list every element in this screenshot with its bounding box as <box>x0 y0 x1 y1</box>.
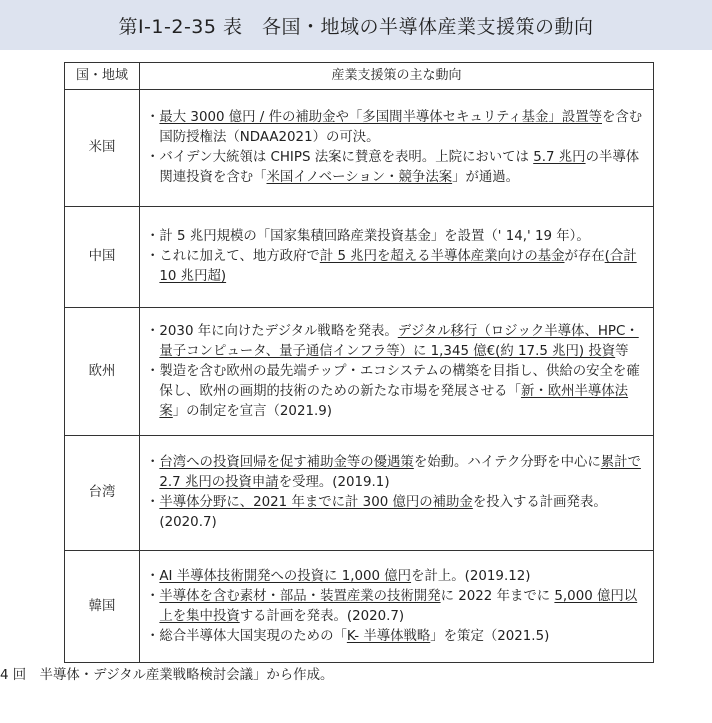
region-cell: 欧州 <box>65 308 140 436</box>
underlined-segment: デジタル移行（ロジック半導体、HPC・量子コンピュータ、量子通信インフラ等）に 1,345 億€(約 17.5 兆円) 投資 <box>159 323 639 359</box>
bullet-item <box>146 453 645 493</box>
bullet-item <box>146 493 645 533</box>
text-segment: 2030 年に向けたデジタル戦略を発表。 <box>159 323 398 339</box>
bullet-item <box>146 567 645 587</box>
bullet-text <box>159 627 645 647</box>
text-segment: バイデン大統領は CHIPS 法案に賛意を表明。上院においては <box>159 150 534 165</box>
bullet-text <box>159 148 645 188</box>
text-segment: に 2022 年までに <box>440 588 555 604</box>
text-segment: 」を策定（2021.5) <box>430 628 550 644</box>
table-title-bar <box>0 0 712 50</box>
bullet-marker: ・ <box>146 229 160 244</box>
table-row-korea <box>65 551 654 663</box>
region-cell: 台湾 <box>65 436 140 551</box>
text-segment: 」が通過。 <box>452 170 520 185</box>
bullet-item <box>146 247 645 287</box>
bullet-text <box>159 108 645 148</box>
text-segment: 計 5 兆円規模の「国家集積回路産業投資基金」を設置（' 14,' 19 年）。 <box>159 229 590 244</box>
trends-cell <box>140 436 654 551</box>
bullet-text <box>159 567 645 587</box>
column-header-trends: 産業支援策の主な動向 <box>140 63 654 90</box>
bullet-text <box>159 587 645 627</box>
trends-cell <box>140 207 654 308</box>
bullet-marker: ・ <box>146 495 160 510</box>
bullet-item <box>146 148 645 188</box>
bullet-marker: ・ <box>146 323 160 339</box>
bullet-item <box>146 322 645 362</box>
bullet-text <box>159 247 645 287</box>
table-row-usa <box>65 90 654 207</box>
source-footnote: 4 回 半導体・デジタル産業戦略検討会議」から作成。 <box>0 668 334 683</box>
text-segment: 総合半導体大国実現のための「 <box>159 628 347 644</box>
table-row-taiwan <box>65 436 654 551</box>
text-segment: を投入する計画発表。(2020.7) <box>159 495 607 530</box>
underlined-segment: 半導体を含む素材・部品・装置産業の技術開発 <box>159 588 441 604</box>
underlined-segment: AI 半導体技術開発への投資に 1,000 億円 <box>159 568 412 584</box>
underlined-segment: 台湾への投資回帰を促す補助金等の優遇策 <box>159 455 414 470</box>
underlined-segment: 米国イノベーション・競争法案 <box>266 170 453 185</box>
text-segment: 製造を含む欧州の最先端チップ・エコシステムの構築を目指し、供給の安全を確保し、欧州の画期的技術のための新たな市場を発展させる「 <box>159 363 640 399</box>
underlined-segment: 5.7 兆円 <box>533 150 586 165</box>
bullet-text <box>159 362 645 422</box>
bullet-item <box>146 108 645 148</box>
text-segment: が存在 <box>564 249 605 264</box>
bullet-item <box>146 227 645 247</box>
underlined-segment: 新・欧州半導体法案 <box>159 383 629 419</box>
bullet-item <box>146 362 645 422</box>
text-segment: を含む国防授権法（NDAA2021）の可決。 <box>159 110 643 145</box>
text-segment: 等 <box>615 343 629 359</box>
bullet-marker: ・ <box>146 455 160 470</box>
underlined-segment: 5,000 億円以上を集中投資 <box>159 588 638 624</box>
region-cell: 米国 <box>65 90 140 207</box>
text-segment: 」の制定を宣言（2021.9) <box>172 403 332 419</box>
region-cell: 中国 <box>65 207 140 308</box>
text-segment: する計画を発表。(2020.7) <box>239 608 405 624</box>
bullet-item <box>146 587 645 627</box>
underlined-segment: 計 5 兆円を超える半導体産業向けの基金 <box>319 249 565 264</box>
trends-cell <box>140 308 654 436</box>
bullet-text <box>159 453 645 493</box>
bullet-marker: ・ <box>146 150 160 165</box>
underlined-segment: 半導体分野に、2021 年までに計 300 億円の補助金 <box>159 495 473 510</box>
bullet-text <box>159 322 645 362</box>
text-segment: を受理。(2019.1) <box>278 475 390 490</box>
table-row-china <box>65 207 654 308</box>
table-row-europe <box>65 308 654 436</box>
table-header-row <box>65 63 654 90</box>
bullet-marker: ・ <box>146 568 160 584</box>
table-title: 第Ⅰ-1-2-35 表 各国・地域の半導体産業支援策の動向 <box>118 15 594 38</box>
text-segment: を始動。ハイテク分野を中心に <box>413 455 601 470</box>
underlined-segment: 累計で 2.7 兆円の投資申請 <box>159 455 641 490</box>
bullet-marker: ・ <box>146 628 160 644</box>
bullet-marker: ・ <box>146 363 160 379</box>
text-segment: を計上。(2019.12) <box>411 568 531 584</box>
trends-cell <box>140 90 654 207</box>
bullet-item <box>146 627 645 647</box>
text-segment: これに加えて、地方政府で <box>159 249 320 264</box>
bullet-marker: ・ <box>146 588 160 604</box>
underlined-segment: K- 半導体戦略 <box>346 628 431 644</box>
bullet-marker: ・ <box>146 249 160 264</box>
underlined-segment: (合計 10 兆円超) <box>159 249 637 284</box>
bullet-marker: ・ <box>146 110 160 125</box>
policy-table <box>64 62 654 663</box>
underlined-segment: 最大 3000 億円 / 件の補助金や「多国間半導体セキュリティ基金」設置等 <box>159 110 602 125</box>
trends-cell <box>140 551 654 663</box>
text-segment: の半導体関連投資を含む「 <box>159 150 640 185</box>
bullet-text <box>159 227 645 247</box>
column-header-region: 国・地域 <box>65 63 140 90</box>
region-cell: 韓国 <box>65 551 140 663</box>
bullet-text <box>159 493 645 533</box>
